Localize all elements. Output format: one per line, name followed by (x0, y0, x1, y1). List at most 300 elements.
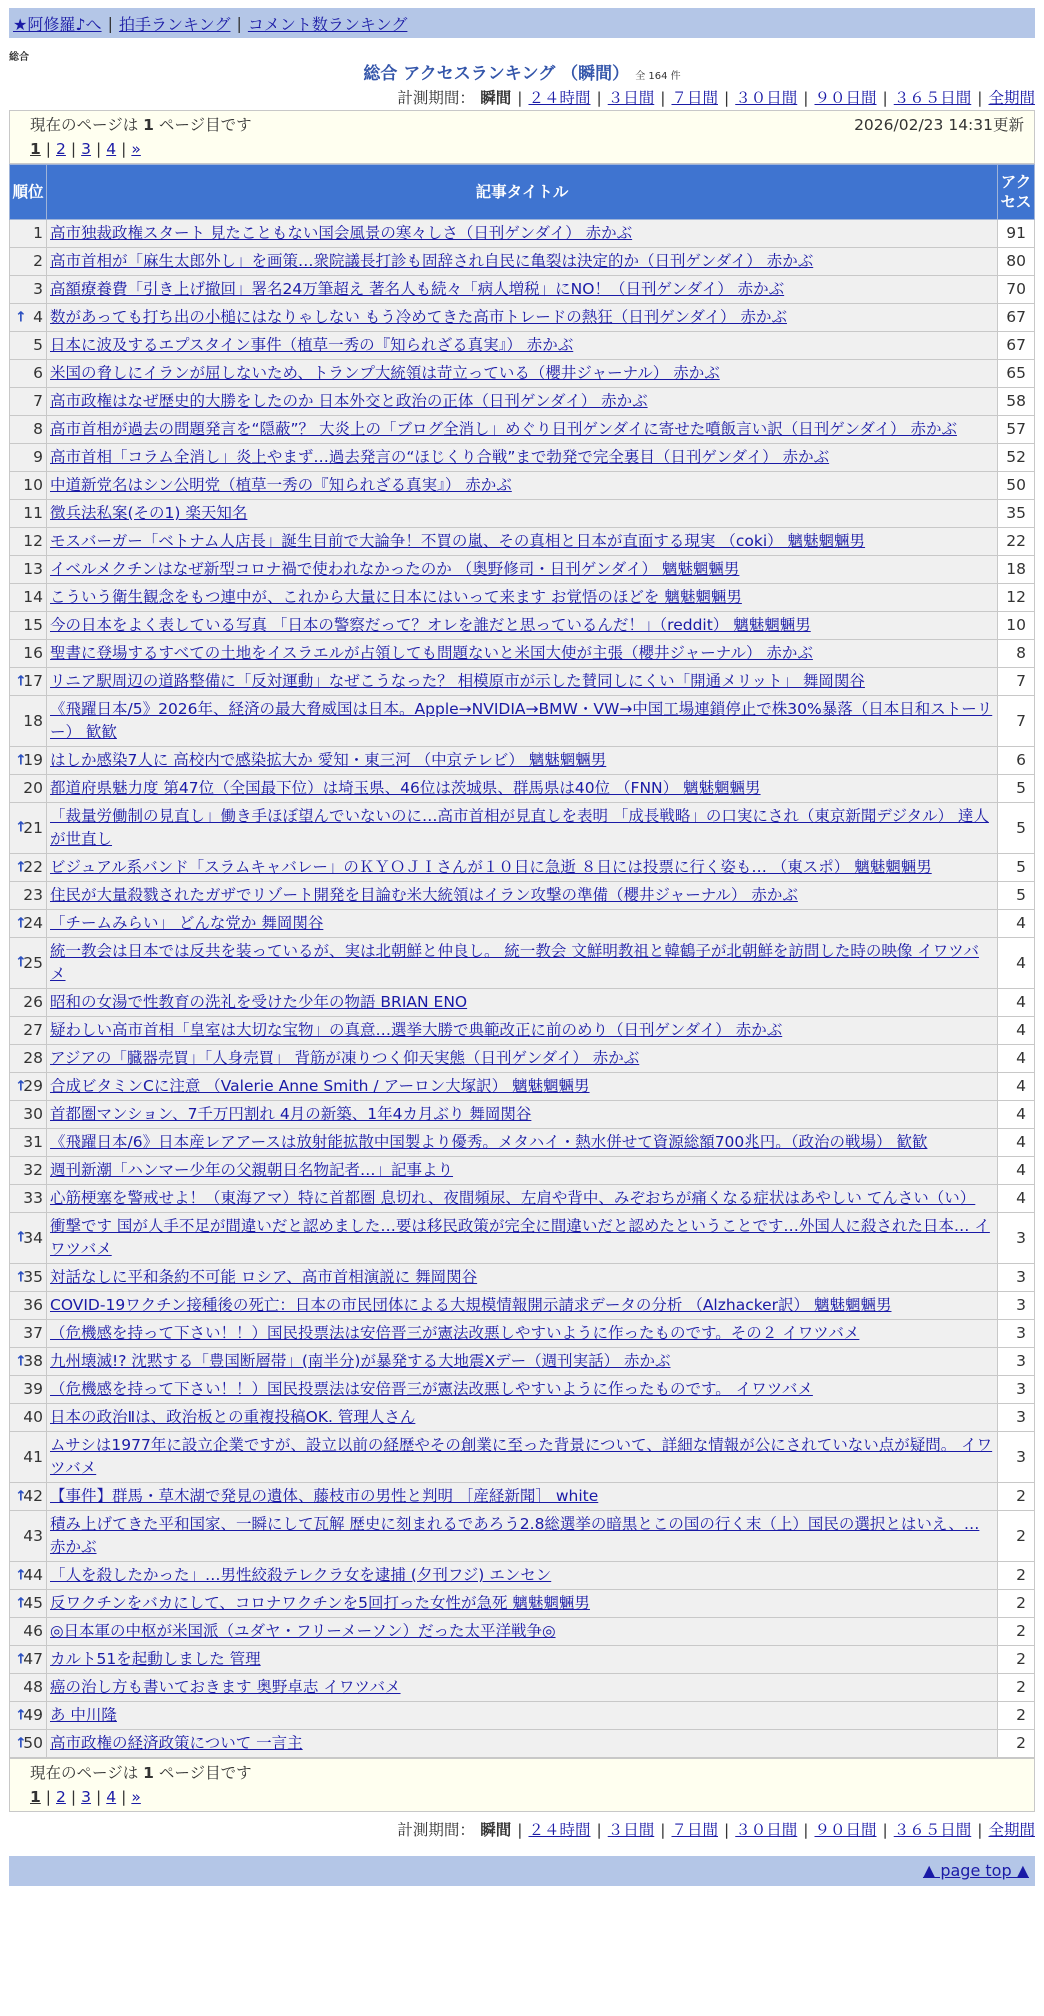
rank-cell (10, 1045, 47, 1073)
period-current: 瞬間 (474, 1821, 512, 1839)
title-cell (47, 1702, 998, 1730)
access-count: 80 (998, 248, 1035, 276)
access-count: 4 (998, 1129, 1035, 1157)
current-page-text: 現在のページは 1 ページ目です (30, 1764, 252, 1782)
title-cell (47, 1157, 998, 1185)
table-row (10, 854, 1035, 882)
access-count: 5 (998, 803, 1035, 854)
title-cell (47, 1320, 998, 1348)
access-count: 52 (998, 444, 1035, 472)
article-title-link[interactable]: 今の日本をよく表している写真 「日本の警察だって？オレを誰だと思っているんだ！」（reddit） 魑魅魍魎男 (50, 616, 811, 634)
article-title-link[interactable]: 高市首相「コラム全消し」炎上やまず…過去発言の“ほじくり合戦”まで勃発で完全裏目（日刊ゲンダイ） 赤かぶ (50, 448, 830, 466)
table-row (10, 747, 1035, 775)
rank-cell (10, 989, 47, 1017)
title-cell (47, 1376, 998, 1404)
title-cell (47, 1348, 998, 1376)
divider: | (517, 1821, 523, 1839)
article-title-link[interactable]: 週刊新潮「ハンマー少年の父親朝日名物記者…」記事より (50, 1161, 454, 1179)
table-row (10, 1376, 1035, 1404)
article-title-link[interactable]: ビジュアル系バンド「スラムキャバレー」のＫＹＯＪＩさんが１０日に急逝 ８日には投票に行く姿も… （東スポ） 魑魅魍魎男 (50, 858, 932, 876)
article-title-link[interactable]: 衝撃です 国が人手不足が間違いだと認めました…要は移民政策が完全に間違いだと認めたということです…外国人に殺された日本… イワツバメ (50, 1217, 990, 1258)
article-title-link[interactable]: 癌の治し方も書いておきます 奥野卓志 イワツバメ (50, 1678, 401, 1696)
page-link[interactable]: 4 (106, 140, 117, 158)
title-cell (47, 612, 998, 640)
access-count: 3 (998, 1264, 1035, 1292)
rank-cell (10, 1730, 47, 1758)
article-title-link[interactable]: 高市政権の経済政策について 一言主 (50, 1734, 303, 1752)
title-cell (47, 248, 998, 276)
table-row (10, 416, 1035, 444)
access-count: 65 (998, 360, 1035, 388)
access-count: 7 (998, 668, 1035, 696)
access-count: 70 (998, 276, 1035, 304)
divider: | (96, 1788, 102, 1806)
article-title-link[interactable]: モスバーガー「ベトナム人店長」誕生目前で大論争！不買の嵐、その真相と日本が直面する現実 （coki） 魑魅魍魎男 (50, 532, 866, 550)
article-title-link[interactable]: こういう衛生観念をもつ連中が、これから大量に日本にはいって来ます お覚悟のほどを 魑魅魍魎男 (50, 588, 742, 606)
rank-cell (10, 1702, 47, 1730)
header-title: 記事タイトル (47, 165, 998, 220)
rank-number: 13 (23, 560, 43, 578)
title-cell (47, 1674, 998, 1702)
access-count: 10 (998, 612, 1035, 640)
article-title-link[interactable]: カルト51を起動しました 管理 (50, 1650, 261, 1668)
access-count: 2 (998, 1674, 1035, 1702)
access-count: 4 (998, 1073, 1035, 1101)
access-count: 4 (998, 1045, 1035, 1073)
divider: | (882, 89, 888, 107)
access-count: 3 (998, 1432, 1035, 1483)
title-cell (47, 444, 998, 472)
pager-top (9, 110, 1035, 164)
divider: | (596, 1821, 602, 1839)
rank-number: 3 (33, 280, 43, 298)
table-row (10, 1157, 1035, 1185)
rank-cell (10, 1129, 47, 1157)
table-row (10, 1045, 1035, 1073)
title-cell (47, 854, 998, 882)
access-count: 7 (998, 696, 1035, 747)
rank-cell (10, 1404, 47, 1432)
article-title-link[interactable]: 徴兵法私案(その1) 楽天知名 (50, 504, 248, 522)
rank-cell (10, 1674, 47, 1702)
divider: | (517, 89, 523, 107)
article-title-link[interactable]: 都道府県魅力度 第47位（全国最下位）は埼玉県、46位は茨城県、群馬県は40位 （FNN） 魑魅魍魎男 (50, 779, 761, 797)
rank-number: 38 (23, 1352, 43, 1370)
page-top-link[interactable]: ▲ page top ▲ (922, 1861, 1029, 1880)
access-count: 50 (998, 472, 1035, 500)
rank-up-arrow-icon: ↑ (15, 1229, 27, 1246)
title-cell (47, 220, 998, 248)
table-row (10, 500, 1035, 528)
applause-ranking-link[interactable]: 拍手ランキング (118, 14, 231, 34)
article-title-link[interactable]: 高額療養費「引き上げ撤回」署名24万筆超え 著名人も続々「病人増税」にNO！（日刊ゲンダイ） 赤かぶ (50, 280, 785, 298)
access-count: 3 (998, 1404, 1035, 1432)
access-count: 3 (998, 1376, 1035, 1404)
access-count: 3 (998, 1292, 1035, 1320)
access-count: 8 (998, 640, 1035, 668)
article-title-link[interactable]: 高市政権はなぜ歴史的大勝をしたのか 日本外交と政治の正体（日刊ゲンダイ） 赤かぶ (50, 392, 648, 410)
table-row (10, 1292, 1035, 1320)
article-title-link[interactable]: 首都圏マンション、7千万円割れ 4月の新築、1年4カ月ぶり 舞岡関谷 (50, 1105, 532, 1123)
article-title-link[interactable]: 「チームみらい」 どんな党か 舞岡関谷 (50, 914, 324, 932)
article-title-link[interactable]: 九州壊滅!? 沈黙する「豊国断層帯」(南半分)が暴発する大地震Xデー（週刊実話） 赤かぶ (50, 1352, 671, 1370)
rank-cell (10, 803, 47, 854)
access-count: 6 (998, 747, 1035, 775)
access-count: 2 (998, 1646, 1035, 1674)
table-row (10, 1348, 1035, 1376)
period-option-link[interactable]: ３日間 (607, 89, 655, 107)
period-option-link[interactable]: 全期間 (988, 1821, 1035, 1839)
divider: | (596, 89, 602, 107)
access-count: 2 (998, 1618, 1035, 1646)
title-cell (47, 775, 998, 803)
rank-cell (10, 1264, 47, 1292)
article-title-link[interactable]: 高市首相が「麻生太郎外し」を画策…衆院議長打診も固辞され自民に亀裂は決定的か（日刊ゲンダイ） 赤かぶ (50, 252, 814, 270)
ranking-title-row (9, 62, 1035, 86)
period-option-link[interactable]: ３６５日間 (893, 89, 972, 107)
divider: | (121, 140, 127, 158)
rank-cell (10, 388, 47, 416)
divider: | (107, 13, 113, 33)
rank-number: 47 (23, 1650, 43, 1668)
table-row (10, 696, 1035, 747)
access-count: 4 (998, 1101, 1035, 1129)
table-row (10, 444, 1035, 472)
header-access: アクセス (998, 165, 1035, 220)
article-title-link[interactable]: 「人を殺したかった」…男性絞殺テレクラ女を逮捕 (夕刊フジ) エンセン (50, 1566, 552, 1584)
rank-cell (10, 360, 47, 388)
rank-number: 48 (23, 1678, 43, 1696)
rank-number: 46 (23, 1622, 43, 1640)
rank-up-arrow-icon: ↑ (15, 954, 27, 971)
title-cell (47, 747, 998, 775)
next-page-link[interactable]: » (131, 1788, 141, 1806)
rank-number: 42 (23, 1487, 43, 1505)
access-count: 3 (998, 1213, 1035, 1264)
rank-number: 27 (23, 1021, 43, 1039)
period-option-link[interactable]: ３６５日間 (893, 1821, 972, 1839)
article-title-link[interactable]: アジアの「臓器売買」「人身売買」 背筋が凍りつく仰天実態（日刊ゲンダイ） 赤かぶ (50, 1049, 640, 1067)
bottom-bar (9, 1856, 1035, 1886)
period-option-link[interactable]: ３０日間 (735, 1821, 798, 1839)
access-count: 3 (998, 1348, 1035, 1376)
table-row (10, 1185, 1035, 1213)
article-title-link[interactable]: ◎日本軍の中枢が米国派（ユダヤ・フリーメーソン）だった太平洋戦争◎ (50, 1622, 556, 1640)
rank-number: 28 (23, 1049, 43, 1067)
access-count: 67 (998, 332, 1035, 360)
rank-number: 16 (23, 644, 43, 662)
table-row (10, 1618, 1035, 1646)
title-cell (47, 910, 998, 938)
rank-cell (10, 938, 47, 989)
article-title-link[interactable]: 昭和の女湯で性教育の洗礼を受けた少年の物語 BRIAN ENO (50, 993, 468, 1011)
article-title-link[interactable]: 日本の政治Ⅱは、政治板との重複投稿OK. 管理人さん (50, 1408, 416, 1426)
title-cell (47, 472, 998, 500)
title-cell (47, 1045, 998, 1073)
title-cell (47, 1073, 998, 1101)
period-option-link[interactable]: ３０日間 (735, 89, 798, 107)
article-title-link[interactable]: （危機感を持って下さい！！）国民投票法は安倍晋三が憲法改悪しやすいように作ったものです。 イワツバメ (50, 1380, 813, 1398)
comment-ranking-link[interactable]: コメント数ランキング (247, 14, 408, 34)
rank-cell (10, 1376, 47, 1404)
table-row (10, 1129, 1035, 1157)
top-nav-bar (9, 8, 1035, 38)
access-count: 2 (998, 1590, 1035, 1618)
access-count: 5 (998, 854, 1035, 882)
rank-cell (10, 910, 47, 938)
title-cell (47, 1404, 998, 1432)
article-title-link[interactable]: はしか感染7人に 高校内で感染拡大か 愛知・東三河 （中京テレビ） 魑魅魍魎男 (50, 751, 607, 769)
rank-number: 41 (23, 1447, 43, 1466)
period-label: 計測期間： (397, 1821, 475, 1839)
table-row (10, 1511, 1035, 1562)
article-title-link[interactable]: リニア駅周辺の道路整備に「反対運動」なぜこうなった？ 相模原市が示した賛同しにくい「開通メリット」 舞岡関谷 (50, 672, 865, 690)
rank-cell (10, 612, 47, 640)
table-row (10, 556, 1035, 584)
rank-number: 39 (23, 1380, 43, 1398)
rank-cell (10, 528, 47, 556)
rank-cell (10, 1646, 47, 1674)
table-row (10, 1674, 1035, 1702)
rank-number: 12 (23, 532, 43, 550)
page-link[interactable]: 4 (106, 1788, 117, 1806)
article-title-link[interactable]: 高市独裁政権スタート 見たこともない国会風景の寒々しさ（日刊ゲンダイ） 赤かぶ (50, 224, 633, 242)
access-count: 4 (998, 1185, 1035, 1213)
table-row (10, 989, 1035, 1017)
article-title-link[interactable]: 「裁量労働制の見直し」働き手ほぼ望んでいないのに…高市首相が見直しを表明 「成長戦略」の口実にされ（東京新聞デジタル） 達人が世直し (50, 807, 989, 848)
table-row (10, 1646, 1035, 1674)
table-row (10, 276, 1035, 304)
table-row (10, 220, 1035, 248)
rank-up-arrow-icon: ↑ (15, 1353, 27, 1369)
table-row (10, 1483, 1035, 1511)
table-row (10, 640, 1035, 668)
title-cell (47, 1185, 998, 1213)
rank-cell (10, 556, 47, 584)
period-option-link[interactable]: 全期間 (988, 89, 1035, 107)
table-row (10, 332, 1035, 360)
article-title-link[interactable]: 日本に波及するエプスタイン事件（植草一秀の『知られざる真実』） 赤かぶ (50, 336, 574, 354)
period-option-link[interactable]: ９０日間 (814, 1821, 877, 1839)
article-title-link[interactable]: 中道新党名はシン公明党（植草一秀の『知られざる真実』） 赤かぶ (50, 476, 512, 494)
rank-up-arrow-icon: ↑ (15, 1595, 27, 1611)
rank-up-arrow-icon: ↑ (15, 1651, 27, 1667)
rank-up-arrow-icon: ↑ (15, 859, 27, 875)
article-title-link[interactable]: 【事件】群馬・草木湖で発見の遺体、藤枝市の男性と判明 ［産経新聞］ white (50, 1487, 599, 1505)
title-cell (47, 1590, 998, 1618)
period-option-link[interactable]: ７日間 (671, 89, 718, 107)
divider: | (882, 1821, 888, 1839)
page-links (30, 1785, 1024, 1809)
rank-cell (10, 668, 47, 696)
rank-number: 44 (23, 1566, 43, 1584)
rank-cell (10, 276, 47, 304)
divider: | (724, 1821, 730, 1839)
article-title-link[interactable]: 米国の脅しにイランが屈しないため、トランプ大統領は苛立っている（櫻井ジャーナル） 赤かぶ (50, 364, 720, 382)
title-cell (47, 1618, 998, 1646)
access-count: 4 (998, 1017, 1035, 1045)
period-current: 瞬間 (474, 89, 512, 107)
rank-cell (10, 1213, 47, 1264)
article-title-link[interactable]: あ 中川隆 (50, 1706, 117, 1724)
article-title-link[interactable]: 住民が大量殺戮されたガザでリゾート開発を目論む米大統領はイラン攻撃の準備（櫻井ジャーナル） 赤かぶ (50, 886, 798, 904)
next-page-link[interactable]: » (131, 140, 141, 158)
rank-cell (10, 696, 47, 747)
title-cell (47, 332, 998, 360)
divider: | (977, 89, 983, 107)
period-selector (9, 1818, 1035, 1842)
rank-number: 33 (23, 1189, 43, 1207)
title-cell (47, 304, 998, 332)
rank-number: 34 (23, 1228, 43, 1247)
divider: | (803, 89, 809, 107)
title-cell (47, 1511, 998, 1562)
home-link[interactable]: ★阿修羅♪へ (13, 14, 102, 34)
period-option-link[interactable]: ３日間 (607, 1821, 655, 1839)
title-cell (47, 360, 998, 388)
divider: | (803, 1821, 809, 1839)
title-cell (47, 584, 998, 612)
access-count: 91 (998, 220, 1035, 248)
rank-up-arrow-icon: ↑ (15, 915, 27, 931)
period-label: 計測期間： (397, 89, 475, 107)
rank-cell (10, 1618, 47, 1646)
article-title-link[interactable]: イベルメクチンはなぜ新型コロナ禍で使われなかったのか （奥野修司・日刊ゲンダイ） 魑魅魍魎男 (50, 560, 740, 578)
rank-number: 31 (23, 1133, 43, 1151)
rank-number: 49 (23, 1706, 43, 1724)
category-label: 総合 (9, 52, 29, 63)
page-link[interactable]: 3 (81, 1788, 92, 1806)
title-cell (47, 1213, 998, 1264)
rank-cell (10, 882, 47, 910)
access-count: 2 (998, 1483, 1035, 1511)
title-cell (47, 1646, 998, 1674)
title-cell (47, 1017, 998, 1045)
access-count: 57 (998, 416, 1035, 444)
article-title-link[interactable]: 数があっても打ち出の小槌にはなりゃしない もう冷めてきた高市トレードの熱狂（日刊ゲンダイ） 赤かぶ (50, 308, 787, 326)
current-page-number: 1 (30, 1788, 41, 1806)
article-title-link[interactable]: 高市首相が過去の問題発言を“隠蔽”？ 大炎上の「ブログ全消し」めぐり日刊ゲンダイに寄せた噴飯言い訳（日刊ゲンダイ） 赤かぶ (50, 420, 957, 438)
rank-up-arrow-icon: ↑ (15, 673, 27, 689)
access-count: 5 (998, 775, 1035, 803)
table-row (10, 584, 1035, 612)
rank-number: 4 (33, 308, 43, 326)
total-count: 全 164 件 (635, 71, 681, 82)
rank-number: 20 (23, 779, 43, 797)
article-title-link[interactable]: 反ワクチンをバカにして、コロナワクチンを5回打った女性が急死 魑魅魍魎男 (50, 1594, 590, 1612)
rank-up-arrow-icon: ↑ (15, 1567, 27, 1583)
table-row (10, 612, 1035, 640)
rank-number: 14 (23, 588, 43, 606)
table-row (10, 910, 1035, 938)
divider: | (660, 1821, 666, 1839)
article-title-link[interactable]: ムサシは1977年に設立企業ですが、設立以前の経歴やその創業に至った背景について、詳細な情報が公にされていない点が疑問。 イワツバメ (50, 1436, 993, 1477)
access-count: 2 (998, 1511, 1035, 1562)
table-row (10, 1101, 1035, 1129)
rank-up-arrow-icon: ↑ (15, 1078, 27, 1094)
table-row (10, 1702, 1035, 1730)
access-count: 4 (998, 910, 1035, 938)
rank-number: 7 (33, 392, 43, 410)
rank-number: 30 (23, 1105, 43, 1123)
title-cell (47, 1292, 998, 1320)
title-cell (47, 803, 998, 854)
table-row (10, 248, 1035, 276)
table-row (10, 1404, 1035, 1432)
table-row (10, 388, 1035, 416)
article-title-link[interactable]: COVID-19ワクチン接種後の死亡：日本の市民団体による大規模情報開示請求データの分析 （Alzhacker訳） 魑魅魍魎男 (50, 1296, 892, 1314)
divider: | (977, 1821, 983, 1839)
access-count: 2 (998, 1562, 1035, 1590)
article-title-link[interactable]: （危機感を持って下さい！！）国民投票法は安倍晋三が憲法改悪しやすいように作ったものです。その２ イワツバメ (50, 1324, 860, 1342)
rank-cell (10, 747, 47, 775)
title-cell (47, 1730, 998, 1758)
rank-number: 43 (23, 1526, 43, 1545)
page-link[interactable]: 3 (81, 140, 92, 158)
article-title-link[interactable]: 統一教会は日本では反共を装っているが、実は北朝鮮と仲良し。 統一教会 文鮮明教祖と韓鶴子が北朝鮮を訪問した時の映像 イワツバメ (50, 942, 979, 983)
period-option-link[interactable]: ９０日間 (814, 89, 877, 107)
rank-cell (10, 640, 47, 668)
rank-cell (10, 1185, 47, 1213)
article-title-link[interactable]: 合成ビタミンCに注意 （Valerie Anne Smith / アーロン大塚訳） 魑魅魍魎男 (50, 1077, 590, 1095)
title-cell (47, 1432, 998, 1483)
title-cell (47, 1264, 998, 1292)
rank-cell (10, 304, 47, 332)
rank-up-arrow-icon: ↑ (15, 1707, 27, 1723)
article-title-link[interactable]: 心筋梗塞を警戒せよ！（東海アマ）特に首都圏 息切れ、夜間頻尿、左肩や背中、みぞおちが痛くなる症状はあやしい てんさい（い） (50, 1189, 976, 1207)
divider: | (45, 1788, 52, 1806)
title-cell (47, 1483, 998, 1511)
rank-number: 8 (33, 420, 43, 438)
period-selector (9, 86, 1035, 110)
rank-up-arrow-icon: ↑ (15, 1735, 27, 1751)
rank-cell (10, 444, 47, 472)
rank-cell (10, 1320, 47, 1348)
table-row (10, 1432, 1035, 1483)
table-row (10, 938, 1035, 989)
period-option-link[interactable]: ２４時間 (528, 1821, 591, 1839)
rank-number: 22 (23, 858, 43, 876)
access-count: 2 (998, 1730, 1035, 1758)
rank-cell (10, 1101, 47, 1129)
article-title-link[interactable]: 《飛躍日本/5》2026年、経済の最大脅威国は日本。Apple→NVIDIA→BMW・VW→中国工場連鎖停止で株30%暴落（日本日和ストーリー） 歓歓 (50, 700, 993, 741)
divider: | (45, 140, 52, 158)
access-count: 3 (998, 1320, 1035, 1348)
access-count: 67 (998, 304, 1035, 332)
access-count: 5 (998, 882, 1035, 910)
rank-cell (10, 1511, 47, 1562)
period-option-link[interactable]: ２４時間 (528, 89, 591, 107)
table-row (10, 1264, 1035, 1292)
rank-number: 11 (23, 504, 43, 522)
divider: | (70, 1788, 77, 1806)
page-link[interactable]: 2 (56, 140, 66, 158)
article-title-link[interactable]: 聖書に登場するすべての土地をイスラエルが占領しても問題ないと米国大使が主張（櫻井ジャーナル） 赤かぶ (50, 644, 813, 662)
title-cell (47, 416, 998, 444)
article-title-link[interactable]: 《飛躍日本/6》日本産レアアースは放射能拡散中国製より優秀。メタハイ・熱水併せて資源総額700兆円。（政治の戦場） 歓歓 (50, 1133, 928, 1151)
article-title-link[interactable]: 対話なしに平和条約不可能 ロシア、高市首相演説に 舞岡関谷 (50, 1268, 478, 1286)
rank-number: 10 (23, 476, 43, 494)
article-title-link[interactable]: 積み上げてきた平和国家、一瞬にして瓦解 歴史に刻まれるであろう2.8総選挙の暗黒とこの国の行く末（上）国民の選択とはいえ、… 赤かぶ (50, 1515, 980, 1556)
updated-timestamp: 2026/02/23 14:31更新 (854, 116, 1024, 134)
article-title-link[interactable]: 疑わしい高市首相「皇室は大切な宝物」の真意…選挙大勝で典範改正に前のめり（日刊ゲンダイ） 赤かぶ (50, 1021, 783, 1039)
rank-number: 25 (23, 953, 43, 972)
rank-cell (10, 1073, 47, 1101)
page-link[interactable]: 2 (56, 1788, 66, 1806)
rank-cell (10, 854, 47, 882)
period-option-link[interactable]: ７日間 (671, 1821, 718, 1839)
ranking-table (9, 164, 1035, 1758)
